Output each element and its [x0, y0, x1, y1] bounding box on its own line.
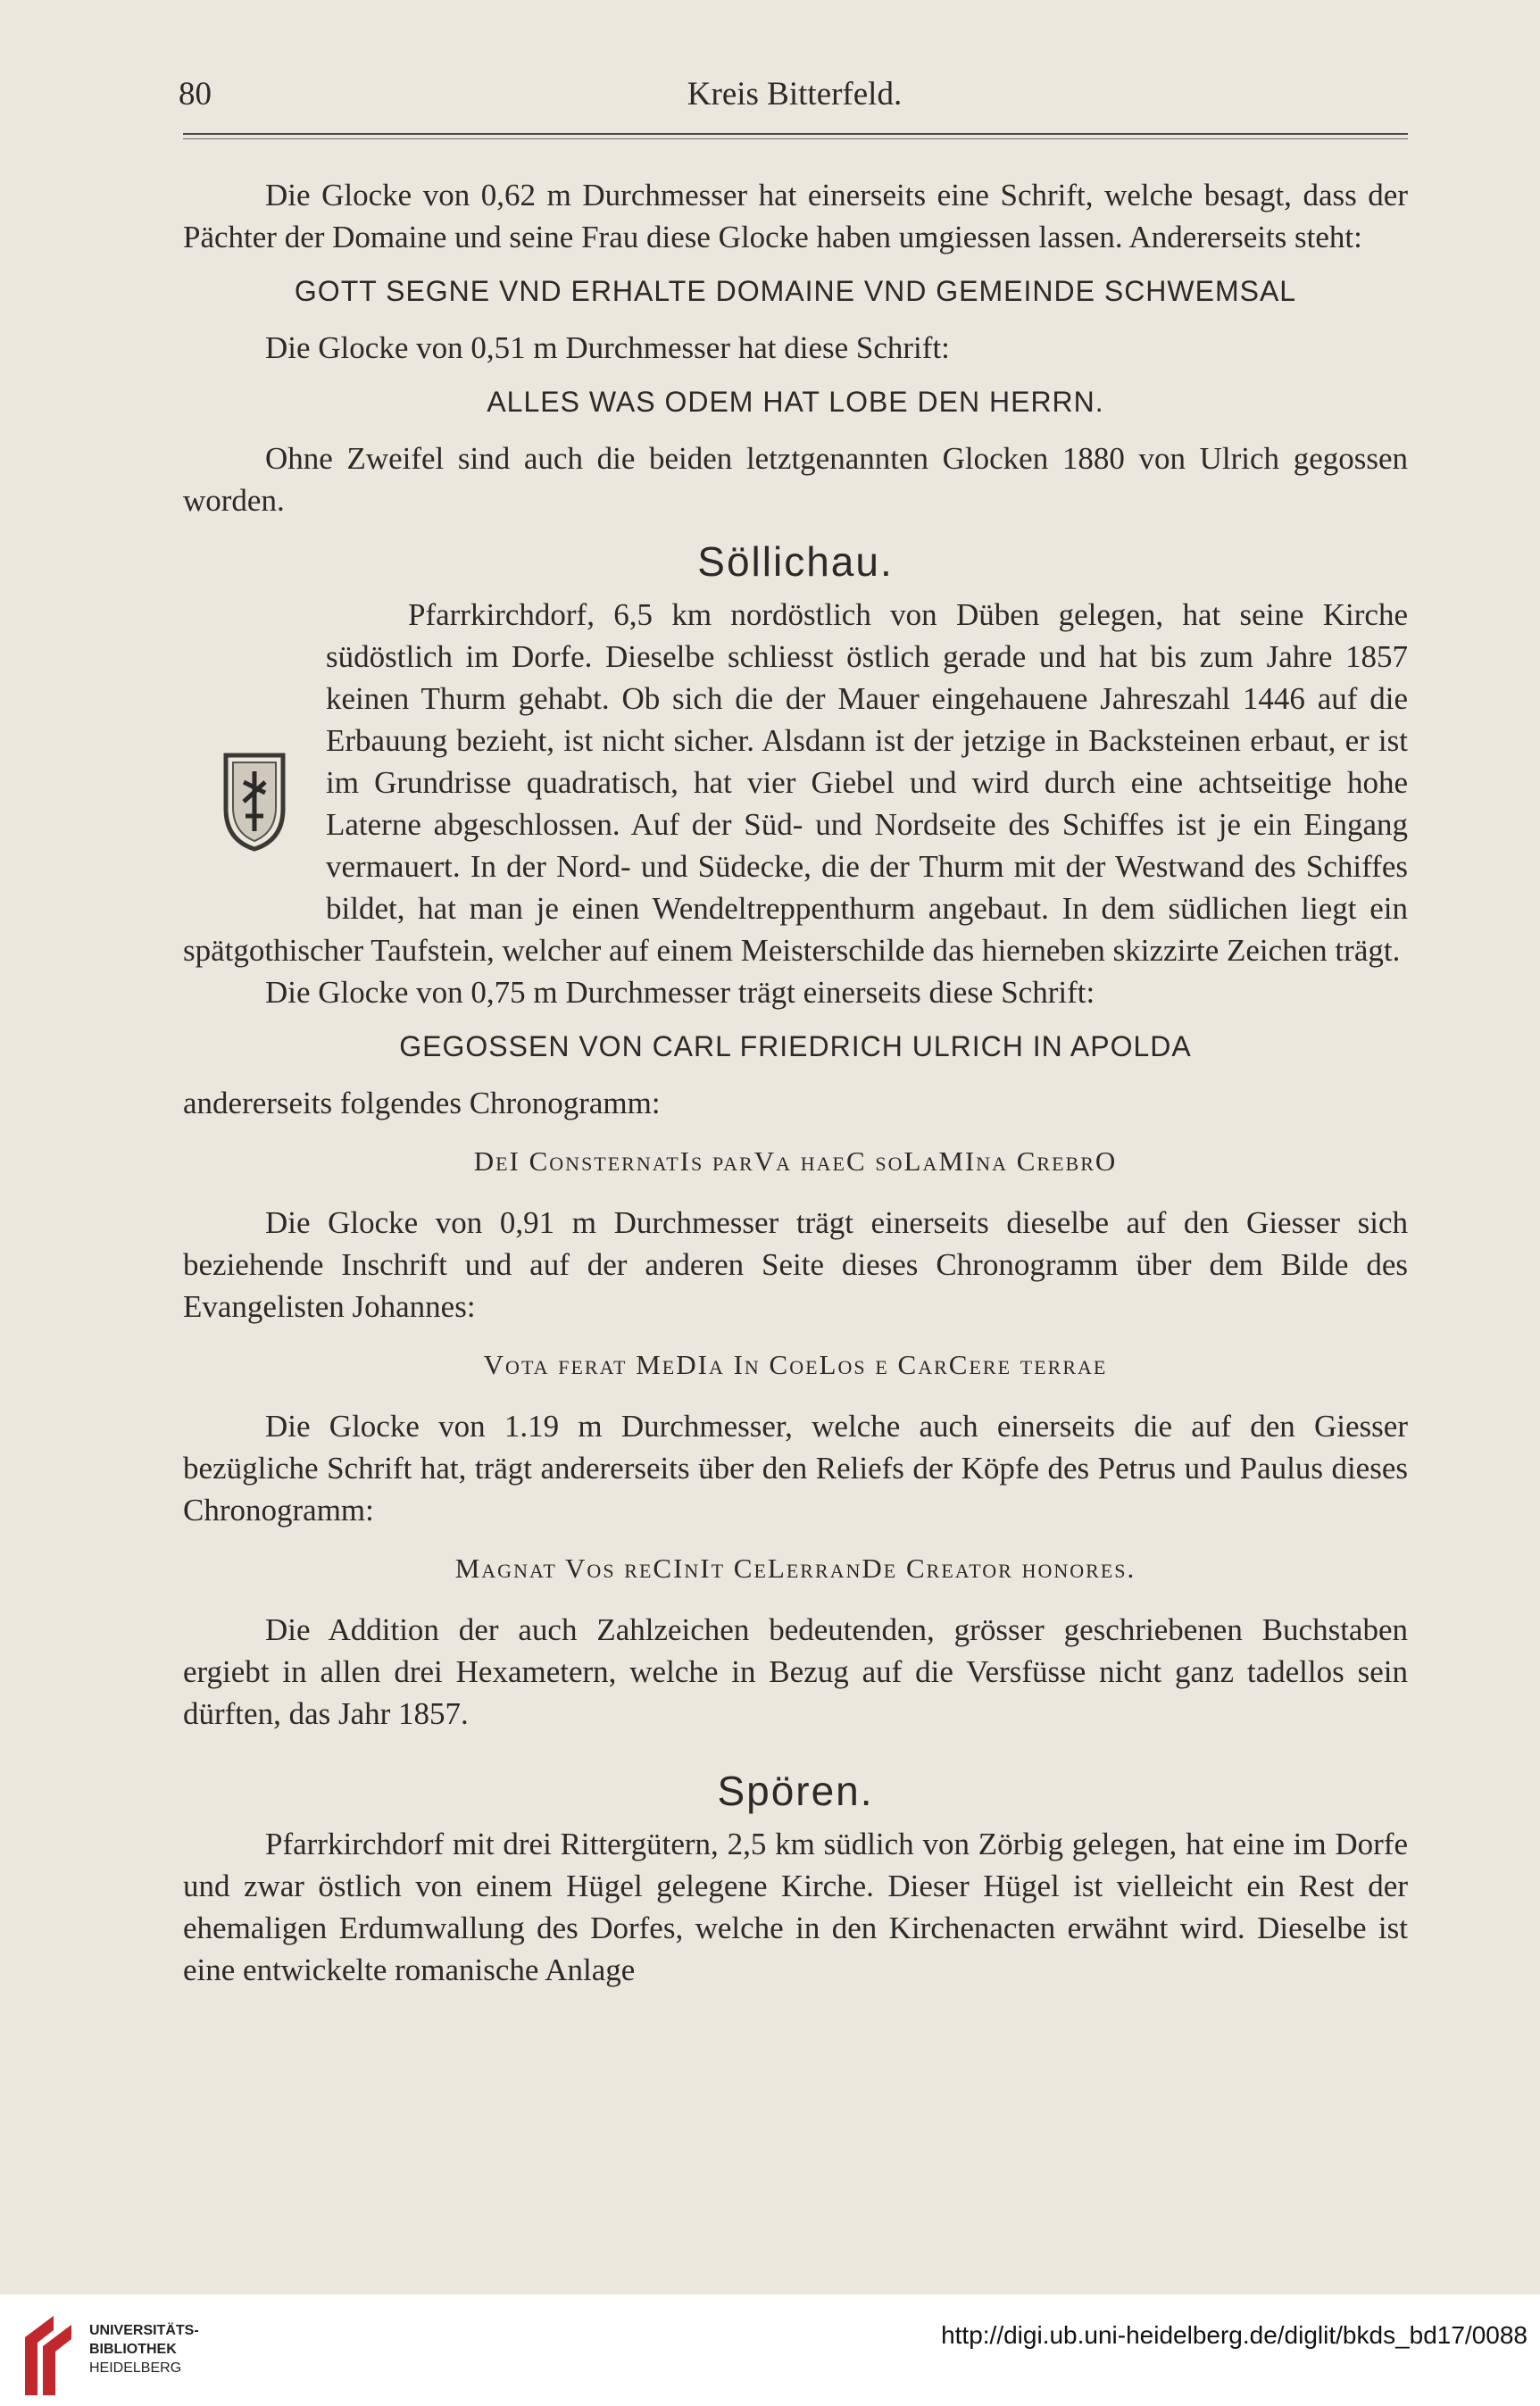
permalink-url[interactable]: http://digi.ub.uni-heidelberg.de/diglit/bkds_bd17/0088 — [941, 2321, 1528, 2349]
paragraph: Die Glocke von 0,75 m Durchmesser trägt einerseits diese Schrift: — [265, 975, 1095, 1010]
paragraph: Die Glocke von 0,62 m Durchmesser hat einerseits eine Schrift, welche besagt, dass der Pächter der Domaine und seine Frau diese Glocke haben umgiessen lassen. Andererseits steht: — [183, 178, 1408, 254]
section-heading: Spören. — [717, 1768, 874, 1814]
paragraph: Die Addition der auch Zahlzeichen bedeutenden, grösser geschriebenen Buchstaben ergiebt in allen drei Hexametern, welche in Bezug auf die Versfüsse nicht ganz tadellos sein dürften, das Jahr 1857. — [183, 1612, 1408, 1731]
paragraph: andererseits folgendes Chronogramm: — [183, 1086, 661, 1120]
paragraph: Ohne Zweifel sind auch die beiden letztgenannten Glocken 1880 von Ulrich gegossen worden. — [183, 441, 1408, 518]
bell-inscription: GOTT SEGNE VND ERHALTE DOMAINE VND GEMEINDE SCHWEMSAL — [294, 275, 1297, 307]
library-name-line: UNIVERSITÄTS- — [89, 2323, 199, 2338]
paragraph: Die Glocke von 1.19 m Durchmesser, welche auch einerseits die auf den Giesser bezügliche Schrift hat, trägt andererseits über den Reliefs der Köpfe des Petrus und Paulus dieses Chronogramm: — [183, 1409, 1408, 1528]
page-number: 80 — [179, 76, 212, 112]
paragraph: Pfarrkirchdorf mit drei Rittergütern, 2,5 km südlich von Zörbig gelegen, hat eine im Dorfe und zwar östlich von einem Hügel gelegene Kirche. Dieser Hügel ist vielleicht ein Rest der ehemaligen Erdumwallung des Dorfes, welche in den Kirchenacten erwähnt wird. Dieselbe ist eine entwickelte romanische Anlage — [183, 1827, 1408, 1987]
paragraph-with-figure — [183, 594, 1408, 971]
paragraph: Die Glocke von 0,51 m Durchmesser hat diese Schrift: — [265, 330, 950, 365]
running-title: Kreis Bitterfeld. — [687, 76, 903, 112]
library-name-line: HEIDELBERG — [89, 2360, 182, 2376]
paragraph: Die Glocke von 0,91 m Durchmesser trägt einerseits dieselbe auf den Giesser sich beziehende Inschrift und auf der anderen Seite dieses Chronogramm über dem Bilde des Evangelisten Johannes: — [183, 1205, 1408, 1324]
chronogram: DeI ConsternatIs parVa haeC soLaMIna CrebrO — [473, 1145, 1118, 1177]
chronogram: Magnat Vos reCInIt CeLerranDe Creator honores. — [454, 1553, 1136, 1584]
bell-inscription: GEGOSSEN VON CARL FRIEDRICH ULRICH IN APOLDA — [399, 1030, 1192, 1062]
chronogram: Vota ferat MeDIa In CoeLos e CarCere terrae — [483, 1349, 1108, 1380]
paragraph-text: Pfarrkirchdorf, 6,5 km nordöstlich von Düben gelegen, hat seine Kirche südöstlich im Dorfe. Dieselbe schliesst östlich gerade und hat bis zum Jahre 1857 keinen Thurm gehabt. Ob sich die der Mauer eingehauene Jahreszahl 1446 auf die Erbauung bezieht, ist nicht sicher. Alsdann ist der jetzige in Backsteinen erbaut, er ist im Grundrisse quadratisch, hat vier Giebel und wird durch eine achtseitige hohe Laterne abgeschlossen. Auf der Süd- und Nordseite des Schiffes ist je ein Eingang vermauert. In der Nord- und Südecke, die der Thurm mit der Westwand des Schiffes bildet, hat man je einen Wendeltreppenthurm angebaut. In dem südlichen liegt ein spätgothischer Taufstein, welcher auf einem Meisterschilde das hierneben skizzirte Zeichen trägt. — [183, 597, 1408, 968]
mason-mark-figure — [183, 720, 326, 894]
running-header — [179, 75, 1411, 120]
library-name[interactable] — [89, 2321, 199, 2377]
section-heading: Söllichau. — [697, 538, 894, 585]
bell-inscription: ALLES WAS ODEM HAT LOBE DEN HERRN. — [487, 386, 1104, 418]
library-name-line: BIBLIOTHEK — [89, 2342, 177, 2357]
header-rule-thin — [183, 138, 1408, 139]
page-body — [183, 174, 1408, 1991]
viewer-footer — [0, 2294, 1540, 2406]
header-rule — [183, 133, 1408, 135]
shield-mark-icon — [219, 746, 290, 853]
university-library-logo-icon[interactable] — [18, 2310, 80, 2400]
